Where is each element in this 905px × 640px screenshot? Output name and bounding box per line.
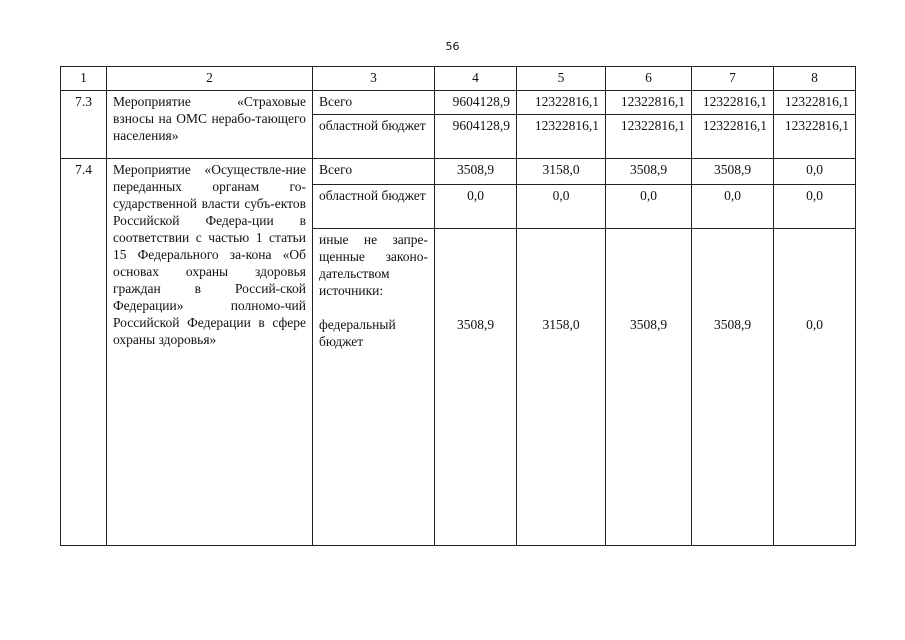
table-row (61, 91, 856, 115)
header-cell: 7 (692, 67, 774, 91)
value-cell: 9604128,9 (435, 91, 517, 115)
row-id-cell: 7.4 (61, 159, 107, 546)
value-cell: 12322816,1 (606, 91, 692, 115)
value-cell: 3158,0 (517, 229, 606, 546)
table-header-row (61, 67, 856, 91)
header-cell: 3 (313, 67, 435, 91)
value-cell: 9604128,9 (435, 115, 517, 159)
value-cell: 3158,0 (517, 159, 606, 185)
value-cell: 12322816,1 (774, 91, 856, 115)
source-cell: областной бюджет (313, 115, 435, 159)
value-cell: 3508,9 (692, 229, 774, 546)
header-cell: 1 (61, 67, 107, 91)
value-cell: 0,0 (517, 185, 606, 229)
value-cell: 0,0 (692, 185, 774, 229)
header-cell: 4 (435, 67, 517, 91)
header-cell: 6 (606, 67, 692, 91)
source-cell: Всего (313, 91, 435, 115)
header-cell: 2 (107, 67, 313, 91)
value-cell: 3508,9 (435, 159, 517, 185)
source-cell: Всего (313, 159, 435, 185)
value-cell: 0,0 (774, 229, 856, 546)
source-intro: иные не запре-щенные законо-дательством источники: (319, 232, 428, 298)
value-cell: 12322816,1 (692, 115, 774, 159)
value-cell: 3508,9 (435, 229, 517, 546)
header-cell: 8 (774, 67, 856, 91)
value-cell: 0,0 (774, 185, 856, 229)
value-cell: 12322816,1 (692, 91, 774, 115)
budget-table (60, 66, 856, 546)
value-cell: 0,0 (774, 159, 856, 185)
value-cell: 12322816,1 (517, 115, 606, 159)
page-number: 56 (445, 40, 460, 53)
source-label: федеральный бюджет (319, 317, 396, 349)
row-name-cell: Мероприятие «Осуществле-ние переданных органам го-сударственной власти субъ-ектов Российской Федера-ции в соответствии с частью 1 статьи 15 Федерального за-кона «Об основах охраны здоровья граждан в Россий-ской Федерации» полномо-чий Российской Федерации в сфере охраны здоровья» (107, 159, 313, 546)
value-cell: 3508,9 (606, 159, 692, 185)
row-id-cell: 7.3 (61, 91, 107, 159)
value-cell: 3508,9 (692, 159, 774, 185)
header-cell: 5 (517, 67, 606, 91)
value-cell: 3508,9 (606, 229, 692, 546)
table-row (61, 159, 856, 185)
source-cell: областной бюджет (313, 185, 435, 229)
row-name-cell: Мероприятие «Страховые взносы на ОМС нерабо-тающего населения» (107, 91, 313, 159)
value-cell: 12322816,1 (517, 91, 606, 115)
value-cell: 12322816,1 (774, 115, 856, 159)
value-cell: 0,0 (435, 185, 517, 229)
value-cell: 0,0 (606, 185, 692, 229)
source-cell (313, 229, 435, 546)
value-cell: 12322816,1 (606, 115, 692, 159)
